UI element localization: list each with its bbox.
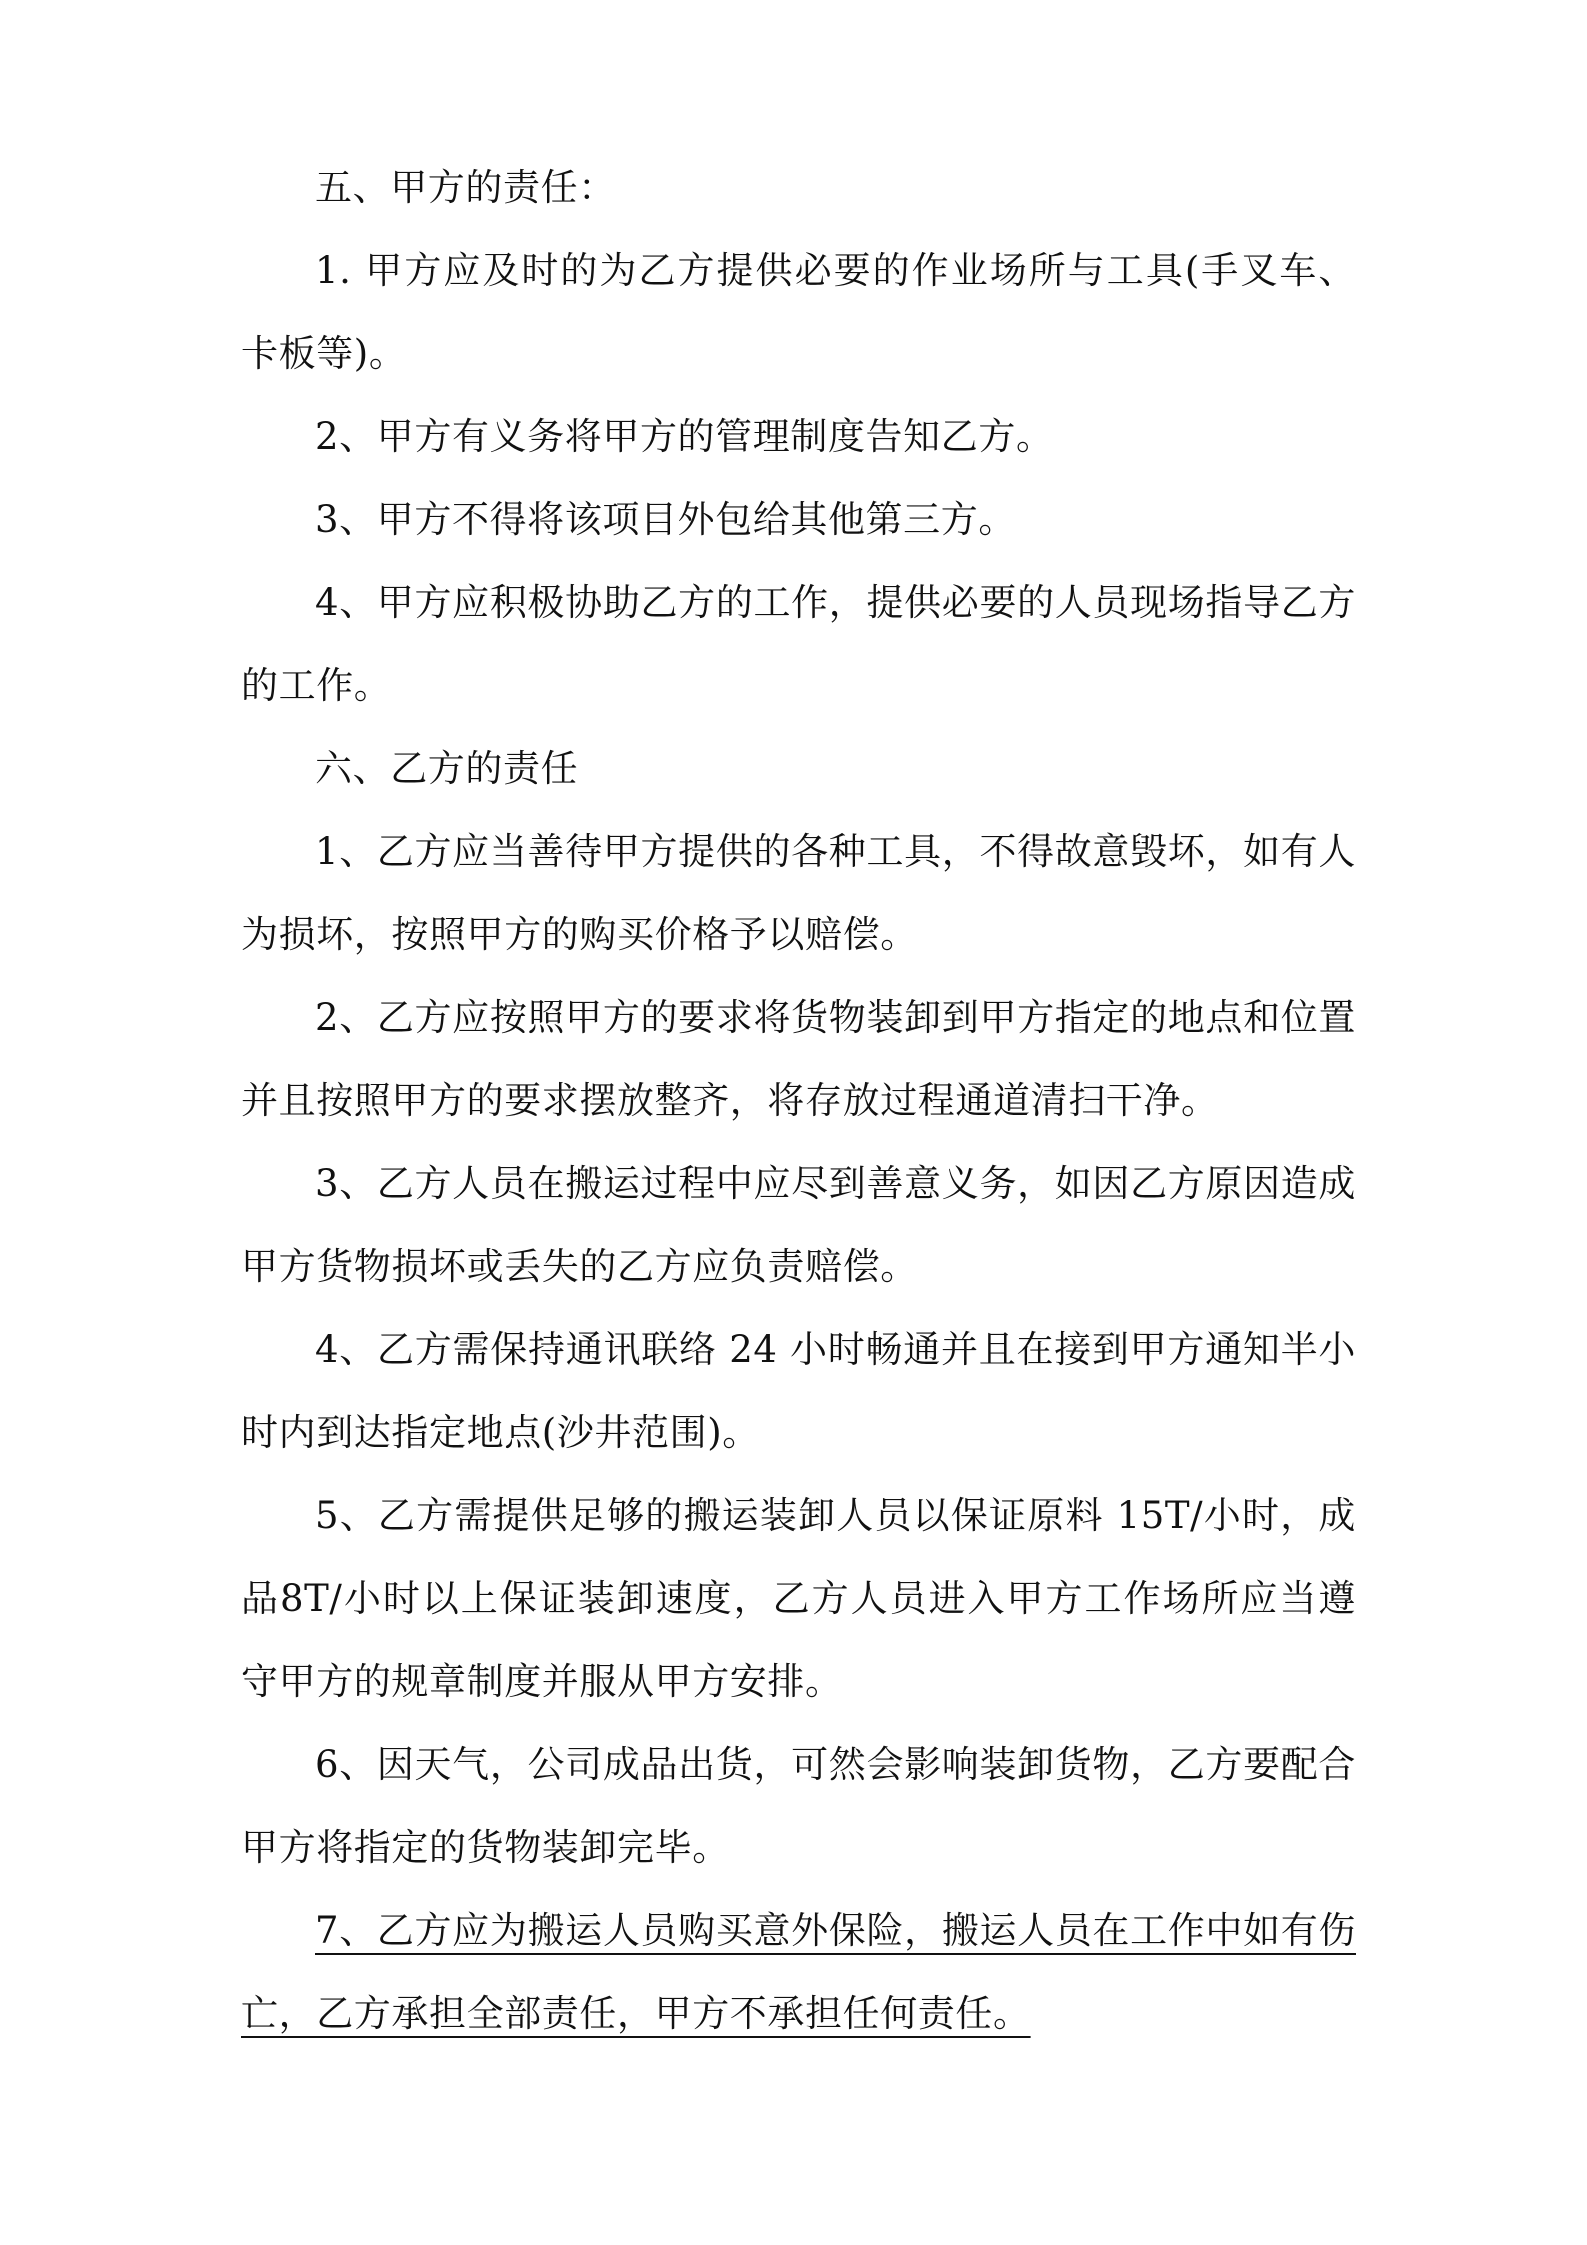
document-body bbox=[241, 146, 1356, 2055]
section-5-item-4: 4、甲方应积极协助乙方的工作，提供必要的人员现场指导乙方的工作。 bbox=[241, 581, 1356, 707]
section-5-heading: 五、甲方的责任： bbox=[315, 166, 616, 209]
section-6-item-3: 3、乙方人员在搬运过程中应尽到善意义务，如因乙方原因造成甲方货物损坏或丢失的乙方应负责赔偿。 bbox=[241, 1162, 1356, 1288]
section-5-item-3: 3、甲方不得将该项目外包给其他第三方。 bbox=[315, 498, 1016, 541]
section-6-item-4: 4、乙方需保持通讯联络 24 小时畅通并且在接到甲方通知半小时内到达指定地点(沙井范围)。 bbox=[241, 1328, 1356, 1454]
section-5-item-2: 2、甲方有义务将甲方的管理制度告知乙方。 bbox=[315, 415, 1054, 458]
section-6-item-7-underlined bbox=[241, 1889, 1356, 2055]
section-6-item-5: 5、乙方需提供足够的搬运装卸人员以保证原料 15T/小时，成品8T/小时以上保证装卸速度，乙方人员进入甲方工作场所应当遵守甲方的规章制度并服从甲方安排。 bbox=[241, 1494, 1356, 1703]
section-5-item-1: 1. 甲方应及时的为乙方提供必要的作业场所与工具(手叉车、卡板等)。 bbox=[241, 249, 1356, 375]
section-6-item-1: 1、乙方应当善待甲方提供的各种工具，不得故意毁坏，如有人为损坏，按照甲方的购买价格予以赔偿。 bbox=[241, 830, 1356, 956]
section-6-item-2: 2、乙方应按照甲方的要求将货物装卸到甲方指定的地点和位置并且按照甲方的要求摆放整齐，将存放过程通道清扫干净。 bbox=[241, 996, 1356, 1122]
section-6-item-7-text: 7、乙方应为搬运人员购买意外保险，搬运人员在工作中如有伤亡，乙方承担全部责任，甲方不承担任何责任。 bbox=[241, 1909, 1356, 2035]
section-6-item-6: 6、因天气，公司成品出货，可然会影响装卸货物，乙方要配合甲方将指定的货物装卸完毕。 bbox=[241, 1743, 1356, 1869]
section-6-heading: 六、乙方的责任 bbox=[315, 747, 579, 790]
